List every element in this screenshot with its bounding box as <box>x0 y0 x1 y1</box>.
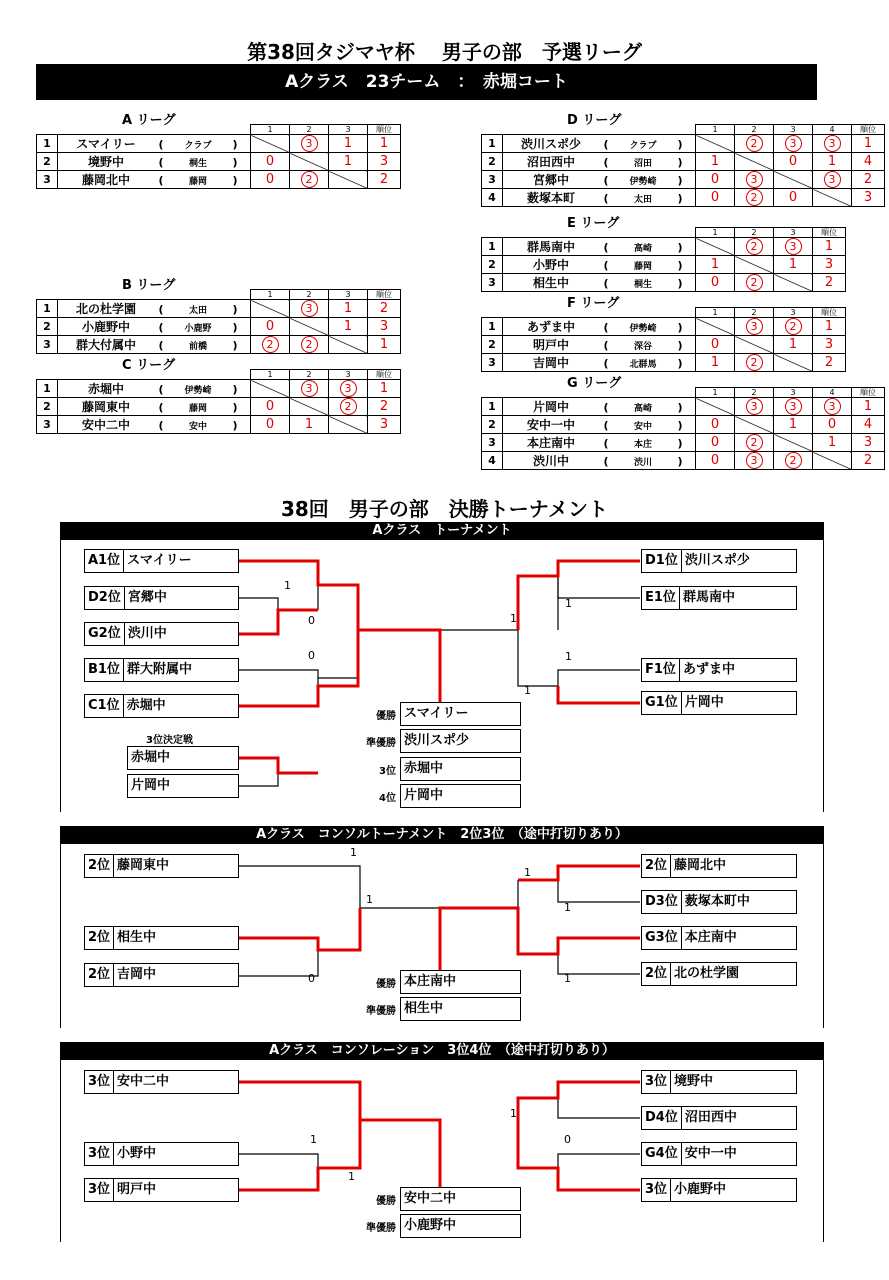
league-name: B リーグ <box>122 278 176 293</box>
col-header: 3 <box>329 290 368 300</box>
team-cell: 藤岡東中 ( 藤岡 ) <box>58 398 251 416</box>
team-number: 2 <box>482 256 503 274</box>
team-cell: 片岡中 ( 高崎 ) <box>503 398 696 416</box>
win-score: 2 <box>785 318 802 335</box>
score-cell: 1 <box>696 256 735 274</box>
main-right-2: F1位 あずま中 <box>641 658 797 682</box>
team-number: 2 <box>37 318 58 336</box>
cons1-left-0: 2位 藤岡東中 <box>84 854 239 878</box>
win-score: 3 <box>340 380 357 397</box>
team-club: クラブ <box>629 141 657 151</box>
team-cell: 明戸中 ( 深谷 ) <box>503 336 696 354</box>
score-cell: 0 <box>696 434 735 452</box>
score-cell: 0 <box>696 189 735 207</box>
rank-header: 順位 <box>852 125 885 135</box>
team-cell: 安中二中 ( 安中 ) <box>58 416 251 434</box>
col-header: 1 <box>251 290 290 300</box>
team-club: 高崎 <box>633 244 652 254</box>
cons2-right-2: G4位 安中一中 <box>641 1142 797 1166</box>
cons1-right-0: 2位 藤岡北中 <box>641 854 797 878</box>
team-name: 安中二中 <box>81 418 130 432</box>
league-name: C リーグ <box>122 358 176 373</box>
team-cell: 小野中 ( 藤岡 ) <box>503 256 696 274</box>
col-header: 4 <box>813 125 852 135</box>
win-score: 2 <box>746 354 763 371</box>
score-cell: 0 <box>774 189 813 207</box>
team-club: クラブ <box>184 141 212 151</box>
win-score: 2 <box>301 336 318 353</box>
rank-cell: 2 <box>852 171 885 189</box>
league-name: E リーグ <box>567 216 620 231</box>
cons1-result-runner-up: 準優勝 相生中 <box>400 997 521 1021</box>
col-header: 4 <box>813 388 852 398</box>
third-place-label: 3位決定戦 <box>146 735 193 746</box>
team-club: 北群馬 <box>629 360 657 370</box>
score-cell: 0 <box>251 153 290 171</box>
score-r-f1: 1 <box>565 650 572 663</box>
rank-cell: 3 <box>813 256 846 274</box>
score-l-b1: 0 <box>308 649 315 662</box>
rank-cell: 3 <box>813 336 846 354</box>
rank-cell: 1 <box>813 318 846 336</box>
team-number: 1 <box>482 398 503 416</box>
team-cell: 沼田西中 ( 沼田 ) <box>503 153 696 171</box>
main-right-0: D1位 渋川スポ少 <box>641 549 797 573</box>
score-r-e1: 1 <box>565 597 572 610</box>
rank-cell: 3 <box>368 416 401 434</box>
team-cell: 安中一中 ( 安中 ) <box>503 416 696 434</box>
cons1-score-c: 0 <box>308 972 315 985</box>
win-score: 2 <box>301 171 318 188</box>
score-l-d2: 1 <box>284 579 291 592</box>
col-header: 2 <box>735 125 774 135</box>
col-header: 3 <box>774 308 813 318</box>
score-cell: 1 <box>813 434 852 452</box>
win-score: 3 <box>824 398 841 415</box>
win-score: 3 <box>785 135 802 152</box>
team-cell: あずま中 ( 伊勢崎 ) <box>503 318 696 336</box>
team-club: 高崎 <box>633 404 652 414</box>
team-cell: 藤岡北中 ( 藤岡 ) <box>58 171 251 189</box>
cons2-score-c: 1 <box>510 1107 517 1120</box>
team-number: 1 <box>482 238 503 256</box>
team-club: 安中 <box>633 422 652 432</box>
result-champion: 優勝 スマイリー <box>400 702 521 726</box>
third-place-team-1: 片岡中 <box>127 774 239 798</box>
win-score: 3 <box>785 398 802 415</box>
team-number: 3 <box>482 274 503 292</box>
rank-cell: 4 <box>852 416 885 434</box>
cons2-result-runner-up: 準優勝 小鹿野中 <box>400 1214 521 1238</box>
cons1-score-a: 1 <box>350 846 357 859</box>
win-score: 2 <box>262 336 279 353</box>
win-score: 3 <box>746 398 763 415</box>
win-score: 2 <box>746 274 763 291</box>
win-score: 3 <box>746 318 763 335</box>
team-number: 3 <box>482 434 503 452</box>
team-name: 群馬南中 <box>526 240 575 254</box>
team-number: 3 <box>37 171 58 189</box>
rank-cell: 1 <box>368 380 401 398</box>
cons1-left-1: 2位 相生中 <box>84 926 239 950</box>
team-club: 伊勢崎 <box>184 386 212 396</box>
score-cell: 1 <box>290 416 329 434</box>
cons2-score-b: 1 <box>348 1170 355 1183</box>
win-score: 2 <box>340 398 357 415</box>
rank-cell: 3 <box>368 318 401 336</box>
team-name: 境野中 <box>87 155 124 169</box>
team-club: 太田 <box>633 195 652 205</box>
team-cell: スマイリー ( クラブ ) <box>58 135 251 153</box>
win-score: 3 <box>785 238 802 255</box>
team-club: 沼田 <box>633 159 652 169</box>
win-score: 3 <box>301 380 318 397</box>
team-number: 2 <box>37 153 58 171</box>
team-cell: 渋川中 ( 渋川 ) <box>503 452 696 470</box>
score-r-g1: 1 <box>524 684 531 697</box>
cons1-right-2: G3位 本庄南中 <box>641 926 797 950</box>
team-number: 3 <box>482 171 503 189</box>
rank-cell: 3 <box>852 434 885 452</box>
cons1-score-b: 1 <box>366 893 373 906</box>
team-cell: 赤堀中 ( 伊勢崎 ) <box>58 380 251 398</box>
rank-header: 順位 <box>368 370 401 380</box>
team-number: 2 <box>37 398 58 416</box>
win-score: 2 <box>746 189 763 206</box>
rank-cell: 2 <box>813 274 846 292</box>
win-score: 2 <box>785 452 802 469</box>
team-name: 安中一中 <box>526 418 575 432</box>
team-number: 2 <box>482 336 503 354</box>
cons2-right-0: 3位 境野中 <box>641 1070 797 1094</box>
score-cell: 1 <box>774 256 813 274</box>
cons1-left-2: 2位 吉岡中 <box>84 963 239 987</box>
team-name: 小鹿野中 <box>81 320 130 334</box>
score-cell: 0 <box>251 398 290 416</box>
cons2-score-a: 1 <box>310 1133 317 1146</box>
col-header: 3 <box>774 388 813 398</box>
win-score: 3 <box>301 300 318 317</box>
team-club: 伊勢崎 <box>629 177 657 187</box>
main-left-1: D2位 宮郷中 <box>84 586 239 610</box>
result-fourth: 4位 片岡中 <box>400 784 521 808</box>
team-number: 1 <box>37 300 58 318</box>
score-final: 1 <box>510 612 517 625</box>
main-right-3: G1位 片岡中 <box>641 691 797 715</box>
col-header: 1 <box>696 308 735 318</box>
rank-cell: 2 <box>368 300 401 318</box>
team-club: 小鹿野 <box>184 324 212 334</box>
col-header: 2 <box>735 388 774 398</box>
win-score: 3 <box>746 171 763 188</box>
team-number: 2 <box>482 416 503 434</box>
team-cell: 群大付属中 ( 前橋 ) <box>58 336 251 354</box>
score-l-g2: 0 <box>308 614 315 627</box>
team-cell: 北の杜学園 ( 太田 ) <box>58 300 251 318</box>
team-name: 北の杜学園 <box>75 302 136 316</box>
team-club: 渋川 <box>633 458 652 468</box>
score-cell: 0 <box>251 318 290 336</box>
cons1-score-d: 1 <box>524 866 531 879</box>
rank-cell: 1 <box>368 336 401 354</box>
rank-cell: 2 <box>368 398 401 416</box>
col-header: 1 <box>251 370 290 380</box>
cons2-left-1: 3位 小野中 <box>84 1142 239 1166</box>
team-number: 1 <box>37 380 58 398</box>
score-cell: 0 <box>813 416 852 434</box>
team-name: 本庄南中 <box>526 436 575 450</box>
win-score: 3 <box>746 452 763 469</box>
league-name: F リーグ <box>567 296 620 311</box>
tournament-title: 38回 男子の部 決勝トーナメント <box>280 497 609 521</box>
win-score: 2 <box>746 135 763 152</box>
cons1-result-champion: 優勝 本庄南中 <box>400 970 521 994</box>
main-right-1: E1位 群馬南中 <box>641 586 797 610</box>
team-cell: 吉岡中 ( 北群馬 ) <box>503 354 696 372</box>
consolation2-bar: Aクラス コンソレーション 3位4位 （途中打切りあり） <box>60 1042 824 1060</box>
third-place-team-0: 赤堀中 <box>127 746 239 770</box>
team-club: 本庄 <box>633 440 652 450</box>
col-header: 1 <box>696 228 735 238</box>
team-name: 相生中 <box>532 276 569 290</box>
team-club: 伊勢崎 <box>629 324 657 334</box>
team-cell: 薮塚本町 ( 太田 ) <box>503 189 696 207</box>
cons2-right-3: 3位 小鹿野中 <box>641 1178 797 1202</box>
team-name: 宮郷中 <box>532 173 569 187</box>
team-cell: 境野中 ( 桐生 ) <box>58 153 251 171</box>
col-header: 1 <box>696 388 735 398</box>
score-cell: 0 <box>696 416 735 434</box>
score-cell: 1 <box>329 300 368 318</box>
team-cell: 相生中 ( 桐生 ) <box>503 274 696 292</box>
cons2-right-1: D4位 沼田西中 <box>641 1106 797 1130</box>
team-name: 小野中 <box>532 258 569 272</box>
col-header: 3 <box>774 125 813 135</box>
team-number: 1 <box>482 318 503 336</box>
team-club: 桐生 <box>188 159 207 169</box>
team-number: 1 <box>482 135 503 153</box>
rank-header: 順位 <box>368 290 401 300</box>
team-club: 太田 <box>188 306 207 316</box>
col-header: 2 <box>290 370 329 380</box>
col-header: 2 <box>735 308 774 318</box>
rank-cell: 1 <box>852 135 885 153</box>
win-score: 3 <box>824 135 841 152</box>
score-cell: 1 <box>329 318 368 336</box>
main-bracket-bar: Aクラス トーナメント <box>60 522 824 540</box>
league-name: G リーグ <box>567 376 622 391</box>
team-name: あずま中 <box>526 320 575 334</box>
rank-cell: 4 <box>852 153 885 171</box>
team-club: 前橋 <box>188 342 207 352</box>
win-score: 3 <box>301 135 318 152</box>
win-score: 3 <box>824 171 841 188</box>
rank-header: 順位 <box>852 388 885 398</box>
cons2-result-champion: 優勝 安中二中 <box>400 1187 521 1211</box>
cons1-right-3: 2位 北の杜学園 <box>641 962 797 986</box>
team-name: 赤堀中 <box>87 382 124 396</box>
rank-cell: 1 <box>852 398 885 416</box>
team-number: 2 <box>482 153 503 171</box>
team-number: 1 <box>37 135 58 153</box>
rank-cell: 1 <box>813 238 846 256</box>
team-club: 安中 <box>188 422 207 432</box>
team-name: 藤岡東中 <box>81 400 130 414</box>
cons1-right-1: D3位 薮塚本町中 <box>641 890 797 914</box>
rank-cell: 2 <box>368 171 401 189</box>
cons2-left-2: 3位 明戸中 <box>84 1178 239 1202</box>
cons1-score-e: 1 <box>564 901 571 914</box>
result-runner-up: 準優勝 渋川スポ少 <box>400 729 521 753</box>
score-cell: 1 <box>329 135 368 153</box>
score-cell: 1 <box>774 336 813 354</box>
team-name: 群大付属中 <box>75 338 136 352</box>
team-club: 藤岡 <box>188 177 207 187</box>
team-name: 片岡中 <box>532 400 569 414</box>
main-left-3: B1位 群大附属中 <box>84 658 239 682</box>
score-cell: 1 <box>329 153 368 171</box>
team-name: 渋川スポ少 <box>520 137 581 151</box>
main-left-0: A1位 スマイリー <box>84 549 239 573</box>
team-club: 藤岡 <box>633 262 652 272</box>
score-cell: 0 <box>251 416 290 434</box>
team-club: 藤岡 <box>188 404 207 414</box>
rank-cell: 2 <box>813 354 846 372</box>
score-cell: 0 <box>696 171 735 189</box>
team-name: 吉岡中 <box>532 356 569 370</box>
team-cell: 本庄南中 ( 本庄 ) <box>503 434 696 452</box>
team-name: 藤岡北中 <box>81 173 130 187</box>
score-cell: 0 <box>774 153 813 171</box>
col-header: 2 <box>735 228 774 238</box>
score-cell: 0 <box>251 171 290 189</box>
win-score: 2 <box>746 434 763 451</box>
team-number: 3 <box>37 336 58 354</box>
team-name: 明戸中 <box>532 338 569 352</box>
team-number: 4 <box>482 452 503 470</box>
league-name: D リーグ <box>567 113 622 128</box>
team-name: 渋川中 <box>532 454 569 468</box>
main-title: 第38回タジマヤ杯 男子の部 予選リーグ <box>247 40 642 64</box>
col-header: 3 <box>329 125 368 135</box>
rank-header: 順位 <box>813 308 846 318</box>
score-cell: 0 <box>696 336 735 354</box>
team-cell: 小鹿野中 ( 小鹿野 ) <box>58 318 251 336</box>
main-left-2: G2位 渋川中 <box>84 622 239 646</box>
team-name: スマイリー <box>76 137 136 151</box>
team-cell: 群馬南中 ( 高崎 ) <box>503 238 696 256</box>
team-number: 3 <box>482 354 503 372</box>
col-header: 1 <box>696 125 735 135</box>
league-name: A リーグ <box>122 113 176 128</box>
score-cell: 1 <box>696 354 735 372</box>
win-score: 2 <box>746 238 763 255</box>
rank-cell: 3 <box>368 153 401 171</box>
col-header: 3 <box>329 370 368 380</box>
cons2-left-0: 3位 安中二中 <box>84 1070 239 1094</box>
col-header: 3 <box>774 228 813 238</box>
score-cell: 0 <box>696 274 735 292</box>
cons2-score-d: 0 <box>564 1133 571 1146</box>
score-cell: 1 <box>813 153 852 171</box>
class-bar: Aクラス 23チーム ： 赤堀コート <box>36 64 817 100</box>
rank-cell: 1 <box>368 135 401 153</box>
result-third: 3位 赤堀中 <box>400 757 521 781</box>
col-header: 1 <box>251 125 290 135</box>
team-cell: 渋川スポ少 ( クラブ ) <box>503 135 696 153</box>
score-cell: 0 <box>696 452 735 470</box>
col-header: 2 <box>290 290 329 300</box>
team-name: 薮塚本町 <box>526 191 575 205</box>
score-cell: 1 <box>696 153 735 171</box>
main-left-4: C1位 赤堀中 <box>84 694 239 718</box>
rank-header: 順位 <box>368 125 401 135</box>
rank-header: 順位 <box>813 228 846 238</box>
team-number: 3 <box>37 416 58 434</box>
team-club: 桐生 <box>633 280 652 290</box>
team-name: 沼田西中 <box>526 155 575 169</box>
team-cell: 宮郷中 ( 伊勢崎 ) <box>503 171 696 189</box>
rank-cell: 2 <box>852 452 885 470</box>
score-cell: 1 <box>774 416 813 434</box>
rank-cell: 3 <box>852 189 885 207</box>
consolation1-bar: Aクラス コンソルトーナメント 2位3位 （途中打切りあり） <box>60 826 824 844</box>
team-number: 4 <box>482 189 503 207</box>
col-header: 2 <box>290 125 329 135</box>
team-club: 深谷 <box>633 342 652 352</box>
cons1-score-f: 1 <box>564 972 571 985</box>
